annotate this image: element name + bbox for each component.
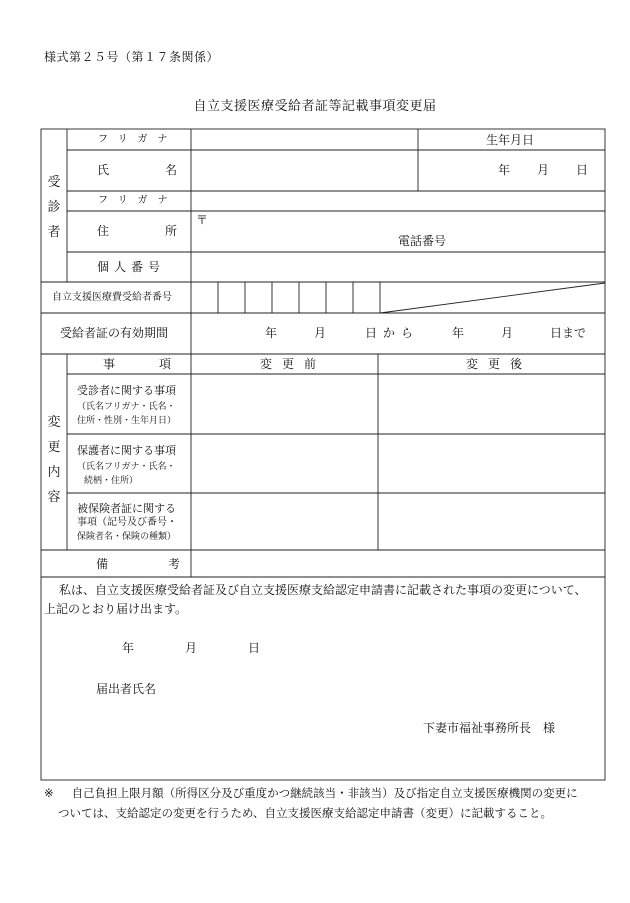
- footnote-mark: ※: [44, 786, 54, 800]
- birth-month-unit: 月: [537, 163, 550, 177]
- form-number: 様式第２５号（第１７条関係）: [44, 50, 220, 64]
- address-label: 住 所: [97, 224, 200, 238]
- applicant-name-label: 届出者氏名: [96, 682, 157, 696]
- furigana-label: フリガナ: [98, 134, 178, 145]
- validity-to-year: 年: [452, 326, 465, 340]
- footnote-line-1: [44, 785, 578, 801]
- furigana-label-address: フリガナ: [98, 195, 178, 206]
- validity-to-month: 月: [501, 326, 514, 340]
- column-after-header: 変更後: [466, 357, 533, 371]
- change-item-insurance-sub1: 事項（記号及び番号・: [77, 517, 177, 528]
- recipient-number-label: 自立支援医療費受給者番号: [52, 292, 172, 303]
- form-title: 自立支援医療受給者証等記載事項変更届: [193, 99, 437, 114]
- declaration-day: 日: [248, 641, 261, 655]
- name-label: 氏 名: [97, 163, 200, 177]
- declaration-month: 月: [185, 641, 198, 655]
- validity-from-day: 日から: [365, 326, 420, 340]
- declaration-year: 年: [122, 641, 135, 655]
- patient-side-label: 受 診 者: [47, 175, 61, 240]
- column-item-header: 事 項: [103, 357, 188, 371]
- validity-label: 受給者証の有効期間: [60, 326, 169, 340]
- phone-label: 電話番号: [398, 234, 447, 248]
- validity-from-month: 月: [314, 326, 327, 340]
- change-item-insurance-sub2: 保険者名・保険の種類）: [77, 532, 177, 542]
- validity-to-day: 日まで: [550, 326, 587, 340]
- column-before-header: 変更前: [260, 357, 327, 371]
- footnote-text-1: 自己負担上限月額（所得区分及び重度かつ継続該当・非該当）及び指定自立支援医療機関の変更に: [71, 786, 578, 800]
- addressee: 下妻市福祉事務所長 様: [423, 721, 556, 735]
- declaration-line-1: 私は、自立支援医療受給者証及び自立支援医療支給認定申請書に記載された事項の変更について、: [59, 583, 587, 597]
- changes-side-label: 変 更 内 容: [47, 415, 61, 505]
- footnote-line-2: ついては、支給認定の変更を行うため、自立支援医療支給認定申請書（変更）に記載すること。: [58, 806, 553, 820]
- validity-from-year: 年: [265, 326, 278, 340]
- change-item-insurance-title: 被保険者証に関する: [77, 502, 176, 515]
- change-item-patient-sub2: 住所・性別・生年月日）: [77, 416, 177, 426]
- change-item-guardian-sub1: （氏名フリガナ・氏名・: [77, 462, 176, 472]
- remarks-label: 備 考: [96, 557, 205, 571]
- change-item-guardian-title: 保護者に関する事項: [77, 444, 176, 457]
- change-item-guardian-sub2: 続柄・住所）: [84, 476, 139, 486]
- change-item-patient-title: 受診者に関する事項: [77, 384, 176, 397]
- postal-mark: 〒: [196, 213, 209, 227]
- birth-day-unit: 日: [576, 163, 589, 177]
- personal-number-label: 個人番号: [97, 260, 166, 274]
- declaration-line-2: 上記のとおり届け出ます。: [44, 602, 188, 616]
- birth-year-unit: 年: [498, 163, 511, 177]
- birth-date-label: 生年月日: [486, 133, 535, 147]
- change-item-patient-sub1: （氏名フリガナ・氏名・: [77, 402, 176, 412]
